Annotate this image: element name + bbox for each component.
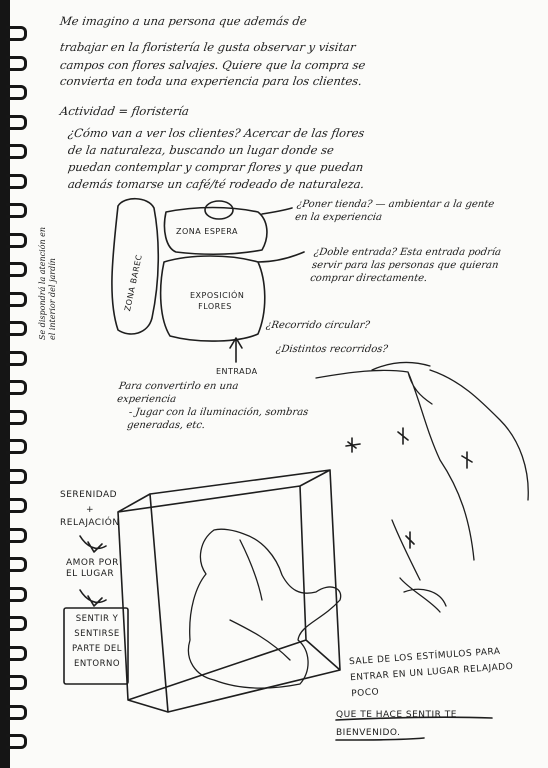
zone-top-label: ZONA ESPERA <box>176 227 238 236</box>
flow-word-relaxation: RELAJACIÓN <box>60 518 120 528</box>
note-lighting: - Jugar con la iluminación, sombras generadas, etc. <box>126 407 310 431</box>
question-line-4: además tomarse un café/té rodeado de naturaleza. <box>67 177 366 191</box>
tent-circle <box>205 201 233 219</box>
side-note: Se dispondrá la atención en el interior del jardín <box>38 226 57 340</box>
landscape-sketch <box>316 363 528 612</box>
note-routes: ¿Recorrido circular? <box>265 320 371 331</box>
question-line-2: de la naturaleza, buscando un lugar donde se <box>67 143 335 157</box>
cube <box>118 470 340 712</box>
flow-word-love: AMOR POR EL LUGAR <box>66 558 119 579</box>
note-entry: ¿Doble entrada? Esta entrada podría servir para las personas que quieran comprar directamente. <box>309 247 502 284</box>
paragraph-line-4: convierta en toda una experiencia para los clientes. <box>59 74 363 88</box>
flow-word-serenity: SERENIDAD <box>60 490 118 500</box>
paragraph-line-2: trabajar en la floristería le gusta observar y visitar <box>59 40 357 54</box>
note-routes-2: ¿Distintos recorridos? <box>275 344 389 355</box>
bottom-underlined: QUE TE HACE SENTIR TE BIENVENIDO. <box>336 710 457 738</box>
zone-center-label: EXPOSICIÓN FLORES <box>190 291 245 311</box>
zone-left-label: ZONA BAREC <box>122 253 144 313</box>
question-line-1: ¿Cómo van a ver los clientes? Acercar de las flores <box>67 126 366 140</box>
note-tent: ¿Poner tienda? — ambientar a la gente en la experiencia <box>294 199 495 223</box>
section-heading: Actividad = floristería <box>59 104 190 118</box>
flow-plus: + <box>86 505 95 515</box>
seated-figure <box>188 529 340 688</box>
question-line-3: puedan contemplar y comprar flores y que puedan <box>67 160 365 174</box>
bottom-note: SALE DE LOS ESTÍMULOS PARA ENTRAR EN UN LUGAR RELAJADO POCO <box>348 646 514 700</box>
entrance-label: ENTRADA <box>216 367 258 376</box>
paragraph-line-3: campos con flores salvajes. Quiere que la compra se <box>59 58 367 72</box>
boxed-phrase: SENTIR Y SENTIRSE PARTE DEL ENTORNO <box>71 614 123 669</box>
paragraph-line-1: Me imagino a una persona que además de <box>59 14 308 28</box>
note-experience: Para convertirlo en una experiencia <box>116 381 240 405</box>
